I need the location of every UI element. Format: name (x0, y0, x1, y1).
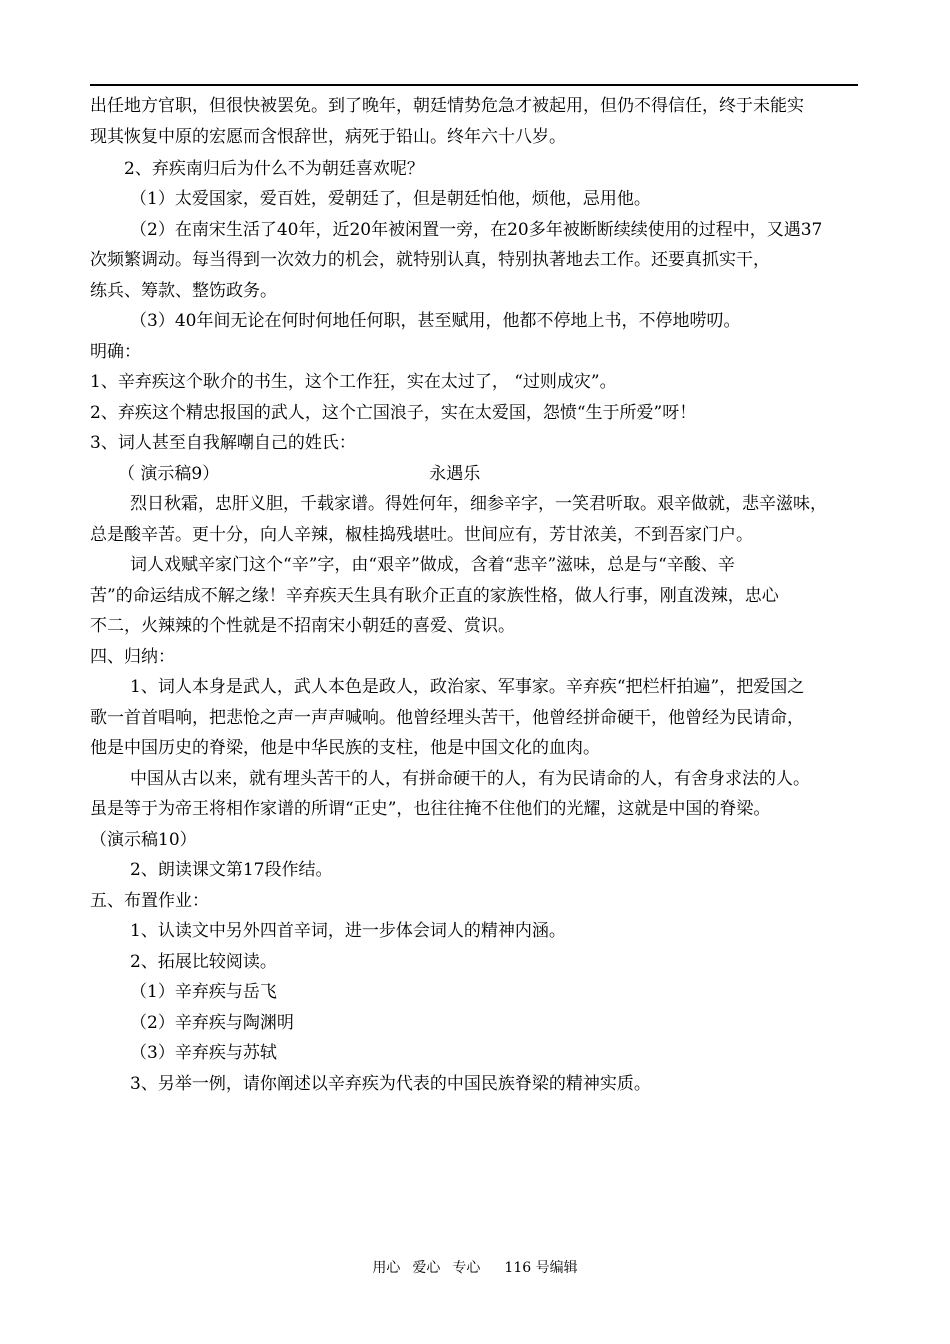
list-item: （2）在南宋生活了40年，近20年被闲置一旁，在20多年被断断续续使用的过程中，又遇37 (130, 219, 823, 240)
document-body (90, 96, 860, 1104)
footer-text: 116 号编辑 (504, 1260, 578, 1276)
slide-reference: （演示稿10） (90, 829, 197, 850)
paragraph-line: 次频繁调动。每当得到一次效力的机会，就特别认真，特别执著地去工作。还要真抓实干， (90, 250, 770, 270)
paragraph-line: 词人戏赋辛家门这个“辛”字，由“艰辛”做成，含着“悲辛”滋味，总是与“辛酸、辛 (130, 555, 735, 575)
paragraph-line: 不二，火辣辣的个性就是不招南宋小朝廷的喜爱、赏识。 (90, 616, 515, 636)
header-rule (90, 84, 858, 86)
poem-title: 永遇乐 (429, 463, 481, 484)
list-item: （2）辛弃疾与陶渊明 (130, 1012, 294, 1033)
page-footer (0, 1259, 950, 1277)
list-item: （3）辛弃疾与苏轼 (130, 1043, 277, 1063)
paragraph-line: 现其恢复中原的宏愿而含恨辞世，病死于铅山。终年六十八岁。 (90, 126, 566, 147)
list-item: （1）太爱国家，爱百姓，爱朝廷了，但是朝廷怕他，烦他，忌用他。 (130, 189, 651, 209)
list-item: 3、另举一例，请你阐述以辛弃疾为代表的中国民族脊梁的精神实质。 (130, 1073, 651, 1094)
poem-line: 烈日秋霜，忠肝义胆，千载家谱。得姓何年，细参辛字，一笑君听取。艰辛做就，悲辛滋味， (130, 494, 827, 514)
footer-text: 专心 (452, 1260, 481, 1276)
paragraph-line: 苦”的命运结成不解之缘！辛弃疾天生具有耿介正直的家族性格，做人行事，刚直泼辣，忠心 (90, 585, 779, 606)
list-item: （1）辛弃疾与岳飞 (130, 982, 277, 1002)
paragraph-line: 1、词人本身是武人，武人本色是政人，政治家、军事家。辛弃疾“把栏杆拍遍”，把爱国之 (130, 677, 805, 697)
list-item: 2、弃疾这个精忠报国的武人，这个亡国浪子，实在太爱国，怨愤“生于所爱”呀！ (90, 402, 697, 423)
paragraph-line: 歌一首首唱响，把悲怆之声一声声喊响。他曾经埋头苦干，他曾经拼命硬干，他曾经为民请命， (90, 707, 804, 728)
footer-text: 用心 (372, 1260, 401, 1276)
list-item: （3）40年间无论在何时何地任何职，甚至赋用，他都不停地上书，不停地唠叨。 (130, 311, 741, 331)
section-label: 明确： (90, 341, 141, 362)
footer-text: 爱心 (412, 1260, 441, 1276)
question-heading: 2、弃疾南归后为什么不为朝廷喜欢呢？ (124, 158, 424, 179)
list-item: 1、辛弃疾这个耿介的书生，这个工作狂，实在太过了， “过则成灾”。 (90, 372, 617, 392)
slide-reference: （ 演示稿9） (118, 463, 220, 484)
list-item: 2、朗读课文第17段作结。 (130, 860, 333, 880)
paragraph-line: 出任地方官职，但很快被罢免。到了晚年，朝廷情势危急才被起用，但仍不得信任，终于未能实 (90, 96, 804, 116)
list-item: 1、认读文中另外四首辛词，进一步体会词人的精神内涵。 (130, 921, 566, 941)
slide-reference-row (90, 464, 860, 484)
paragraph-line: 虽是等于为帝王将相作家谱的所谓“正史”，也往往掩不住他们的光耀，这就是中国的脊梁。 (90, 799, 771, 819)
paragraph-line: 练兵、筹款、整饬政务。 (90, 280, 277, 301)
section-heading: 五、布置作业： (90, 890, 209, 911)
section-heading: 四、归纳： (90, 646, 175, 667)
paragraph-line: 中国从古以来，就有埋头苦干的人，有拼命硬干的人，有为民请命的人，有舍身求法的人。 (130, 768, 810, 789)
poem-line: 总是酸辛苦。更十分，向人辛辣，椒桂捣残堪吐。世间应有，芳甘浓美，不到吾家门户。 (90, 524, 753, 545)
list-item: 2、拓展比较阅读。 (130, 951, 277, 972)
list-item: 3、词人甚至自我解嘲自己的姓氏： (90, 433, 356, 453)
paragraph-line: 他是中国历史的脊梁，他是中华民族的支柱，他是中国文化的血肉。 (90, 738, 600, 758)
